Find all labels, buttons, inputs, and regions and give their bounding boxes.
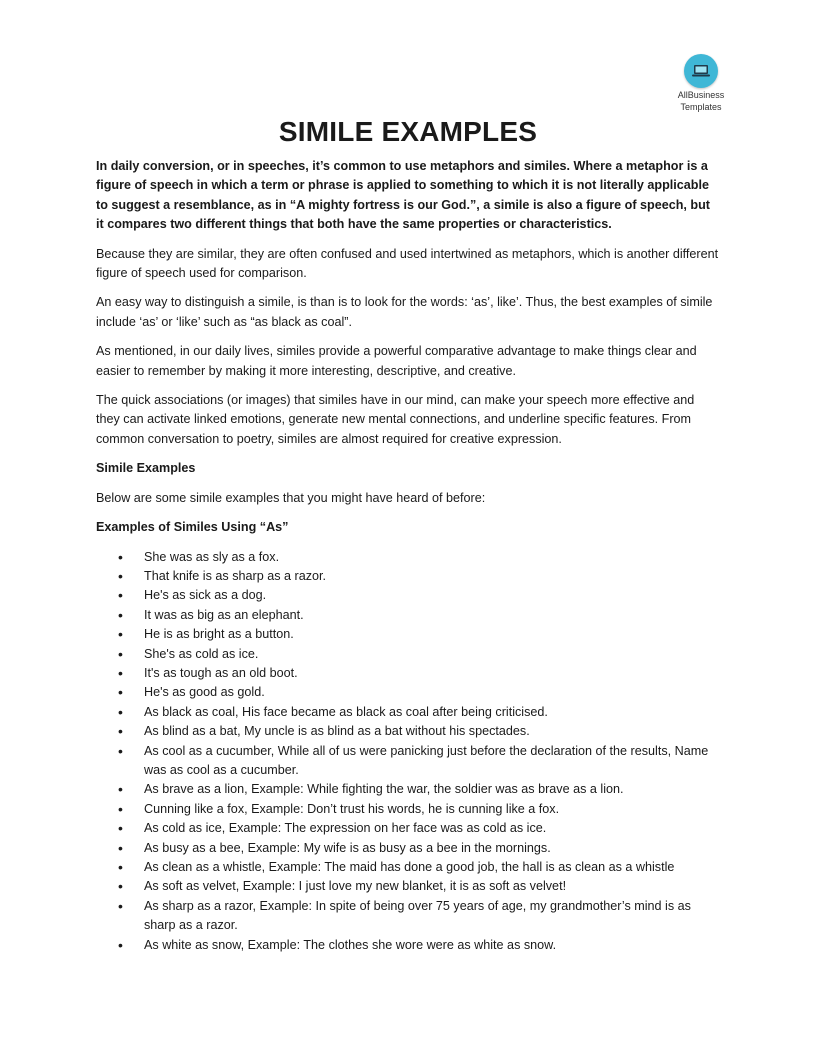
list-item: • She was as sly as a fox.: [96, 548, 720, 567]
simile-list: [96, 548, 720, 956]
paragraph: As mentioned, in our daily lives, similes provide a powerful comparative advantage to make things clear and easier to remember by making it more interesting, descriptive, and creative.: [96, 344, 697, 378]
paragraph: An easy way to distinguish a simile, is than is to look for the words: ‘as’, like’. Thus, the best examples of simile include ‘as’ or ‘like’ such as “as black as coal”.: [96, 295, 713, 329]
list-item: • It's as tough as an old boot.: [96, 664, 720, 683]
list-item: • She's as cold as ice.: [96, 645, 720, 664]
list-item: • As sharp as a razor, Example: In spite of being over 75 years of age, my grandmother’s mind is as sharp as a razor.: [96, 897, 720, 936]
laptop-icon: [684, 54, 718, 88]
logo-text-line1: AllBusiness: [677, 90, 725, 100]
list-item: • As blind as a bat, My uncle is as blind as a bat without his spectades.: [96, 722, 720, 741]
list-item: • As busy as a bee, Example: My wife is as busy as a bee in the mornings.: [96, 839, 720, 858]
list-item: • It was as big as an elephant.: [96, 606, 720, 625]
document-title: SIMILE EXAMPLES: [278, 116, 538, 147]
list-item: • As cold as ice, Example: The expression on her face was as cold as ice.: [96, 819, 720, 838]
list-heading: Examples of Similes Using “As”: [96, 520, 289, 535]
logo-text-line2: Templates: [680, 102, 722, 112]
document-body: [96, 157, 720, 955]
allbusiness-logo: [668, 54, 734, 112]
list-item: • As black as coal, His face became as black as coal after being criticised.: [96, 703, 720, 722]
list-item: • That knife is as sharp as a razor.: [96, 567, 720, 586]
list-item: • As soft as velvet, Example: I just love my new blanket, it is as soft as velvet!: [96, 877, 720, 896]
paragraph: The quick associations (or images) that similes have in our mind, can make your speech more effective and they can activate linked emotions, generate new mental connections, and underline specific features. From common conversation to poetry, similes are almost required for creative expression.: [96, 393, 695, 446]
paragraph: Because they are similar, they are often confused and used intertwined as metaphors, which is another different figure of speech used for comparison.: [96, 246, 719, 281]
list-item: • He's as sick as a dog.: [96, 586, 720, 605]
list-item: • He's as good as gold.: [96, 683, 720, 702]
list-item: • As clean as a whistle, Example: The maid has done a good job, the hall is as clean as a whistle: [96, 858, 720, 877]
list-item: • As brave as a lion, Example: While fighting the war, the soldier was as brave as a lion.: [96, 780, 720, 799]
section-intro: Below are some simile examples that you might have heard of before:: [96, 490, 486, 505]
list-item: • Cunning like a fox, Example: Don’t trust his words, he is cunning like a fox.: [96, 800, 720, 819]
section-heading: Simile Examples: [96, 461, 196, 476]
intro-paragraph: In daily conversion, or in speeches, it’s common to use metaphors and similes. Where a metaphor is a figure of speech in which a term or phrase is applied to something to which it is not literally applicable to suggest a resemblance, as in “A mighty fortress is our God.”, a simile is also a figure of speech, but it compares two different things that both have the same properties or characteristics.: [96, 159, 710, 232]
list-item: • As white as snow, Example: The clothes she wore were as white as snow.: [96, 936, 720, 955]
list-item: • He is as bright as a button.: [96, 625, 720, 644]
list-item: • As cool as a cucumber, While all of us were panicking just before the declaration of the results, Name was as cool as a cucumber.: [96, 742, 720, 781]
